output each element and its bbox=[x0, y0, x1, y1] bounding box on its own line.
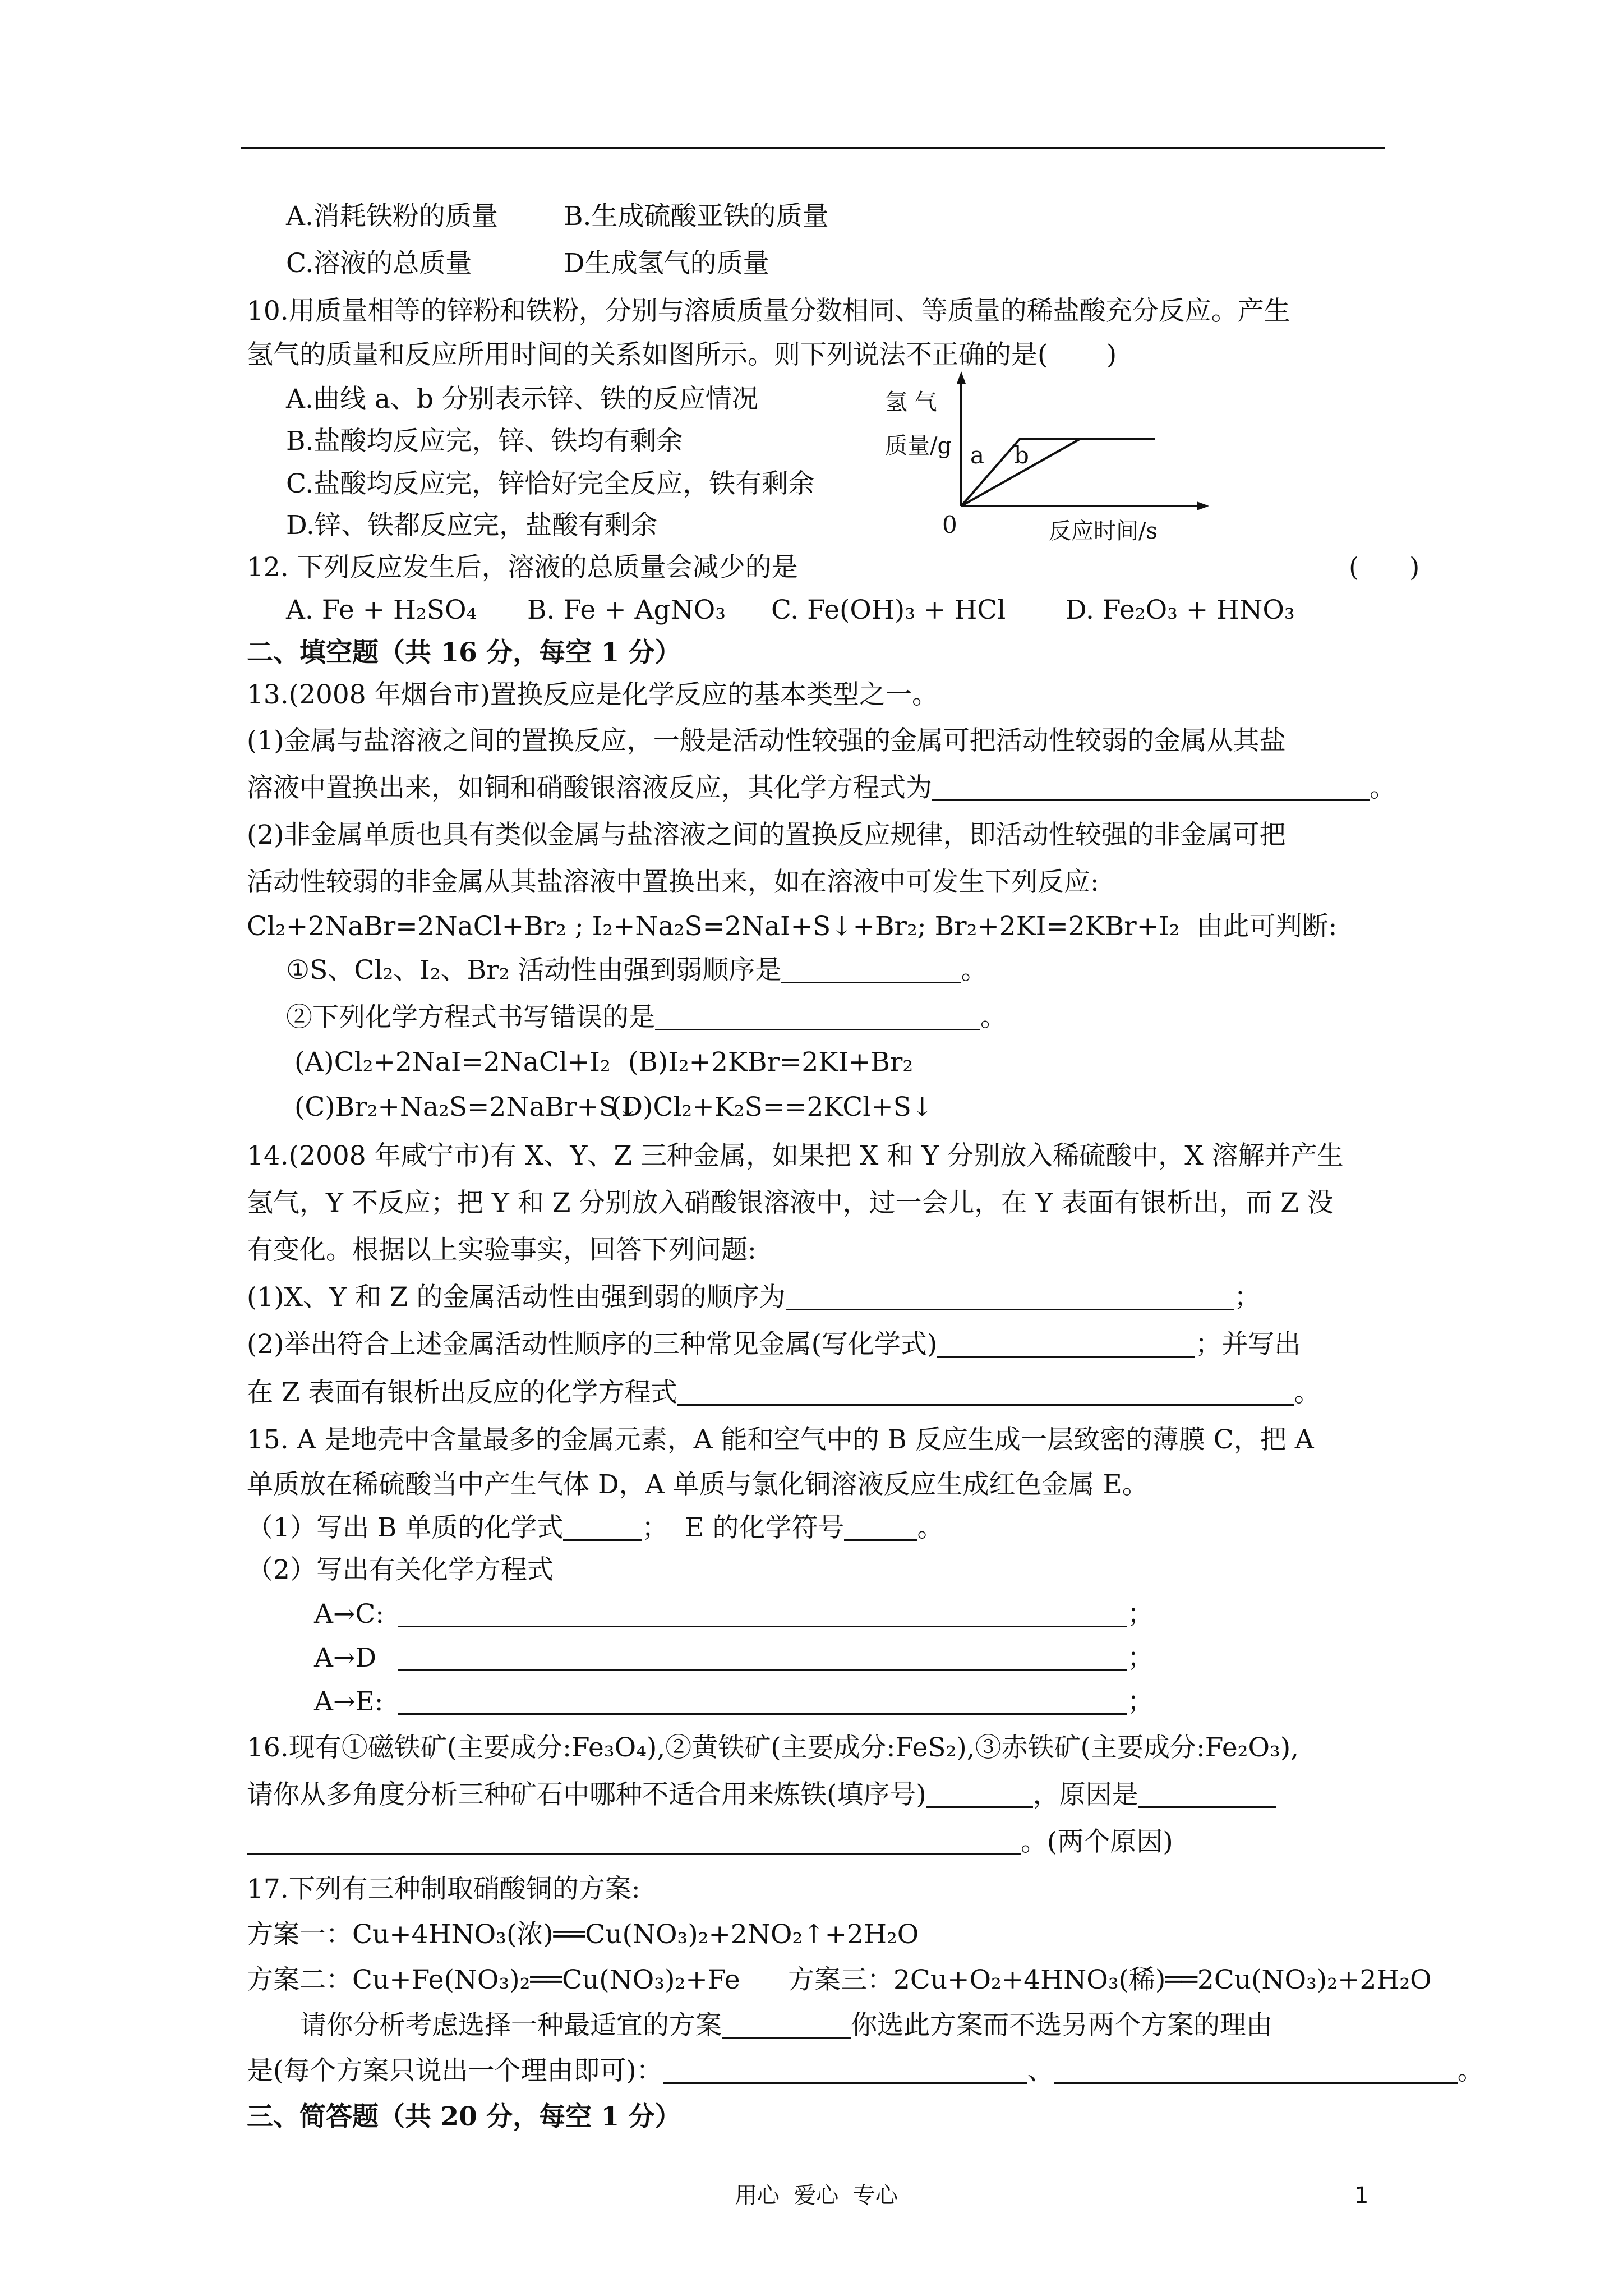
q13-part1-line2: 溶液中置换出来，如铜和硝酸银溶液反应，其化学方程式为 。 bbox=[247, 772, 1396, 803]
q13-blank-order[interactable] bbox=[781, 959, 961, 983]
q13-option-b: (B)I₂+2KBr=2KI+Br₂ bbox=[628, 1047, 914, 1078]
q13-option-c: (C)Br₂+Na₂S=2NaBr+S↓ bbox=[294, 1092, 639, 1122]
q15-line1: 15. A 是地壳中含量最多的金属元素，A 能和空气中的 B 反应生成一层致密的薄膜 C，把 A bbox=[247, 1424, 1314, 1455]
q16-blank-ore[interactable] bbox=[926, 1784, 1033, 1808]
q14-part3: 在 Z 表面有银析出反应的化学方程式 。 bbox=[247, 1377, 1321, 1408]
graph-label-a: a bbox=[970, 441, 985, 469]
graph-x-arrow-icon bbox=[1197, 501, 1209, 510]
graph-curve-a bbox=[961, 439, 1155, 506]
q16-blank-reason-start[interactable] bbox=[1138, 1784, 1276, 1808]
header-rule bbox=[241, 147, 1385, 149]
q16-blank-reason[interactable] bbox=[247, 1831, 1021, 1855]
q12-option-b: B. Fe + AgNO₃ bbox=[527, 595, 726, 625]
q12-answer-paren: ( ) bbox=[1349, 552, 1420, 583]
q17-blank-plan[interactable] bbox=[722, 2014, 851, 2039]
q15-line2: 单质放在稀硫酸当中产生气体 D，A 单质与氯化铜溶液反应生成红色金属 E。 bbox=[247, 1469, 1149, 1500]
q15-blank-ae[interactable] bbox=[398, 1691, 1127, 1715]
page-number: 1 bbox=[1354, 2183, 1369, 2208]
q9-option-c: C.溶液的总质量 bbox=[286, 248, 472, 279]
q13-part2-line2: 活动性较弱的非金属从其盐溶液中置换出来，如在溶液中可发生下列反应: bbox=[247, 867, 1099, 898]
q17-question-line2: 是(每个方案只说出一个理由即可)： 、 。 bbox=[247, 2055, 1484, 2086]
q10-stem-line2: 氢气的质量和反应所用时间的关系如图所示。则下列说法不正确的是( ) bbox=[247, 339, 1117, 370]
q13-equations: Cl₂+2NaBr=2NaCl+Br₂ ; I₂+Na₂S=2NaI+S↓+Br₂; Br₂+2KI=2KBr+I₂ 由此可判断: bbox=[247, 911, 1338, 942]
graph-label-b: b bbox=[1014, 441, 1029, 469]
q13-sub1: ①S、Cl₂、I₂、Br₂ 活动性由强到弱顺序是 。 bbox=[286, 955, 988, 986]
q17-blank-reason-2[interactable] bbox=[1054, 2060, 1458, 2084]
q13-option-a: (A)Cl₂+2NaI=2NaCl+I₂ bbox=[294, 1047, 611, 1078]
q13-option-d: (D)Cl₂+K₂S==2KCl+S↓ bbox=[611, 1092, 934, 1122]
q14-blank-metals[interactable] bbox=[937, 1333, 1195, 1358]
q15-blank-b-formula[interactable] bbox=[563, 1517, 642, 1541]
q9-option-a: A.消耗铁粉的质量 bbox=[286, 201, 498, 232]
q14-blank-order[interactable] bbox=[786, 1286, 1234, 1310]
q17-plan-2: 方案二：Cu+Fe(NO₃)₂══Cu(NO₃)₂+Fe bbox=[247, 1964, 740, 1995]
q15-reaction-ae: A→E: bbox=[314, 1686, 384, 1717]
q17-plan-1: 方案一：Cu+4HNO₃(浓)══Cu(NO₃)₂+2NO₂↑+2H₂O bbox=[247, 1919, 919, 1950]
graph-ylabel-2: 质量/g bbox=[885, 433, 952, 459]
q10-option-b: B.盐酸均反应完，锌、铁均有剩余 bbox=[286, 426, 683, 457]
q9-option-d: D生成氢气的质量 bbox=[564, 248, 769, 279]
q13-sub2: ②下列化学方程式书写错误的是 。 bbox=[286, 1002, 1007, 1033]
q13-blank-wrong[interactable] bbox=[655, 1006, 980, 1030]
q15-blank-ad[interactable] bbox=[398, 1647, 1127, 1671]
q12-stem: 12. 下列反应发生后，溶液的总质量会减少的是 bbox=[247, 552, 798, 583]
q14-part1: (1)X、Y 和 Z 的金属活动性由强到弱的顺序为 ； bbox=[247, 1282, 1261, 1313]
q10-option-a: A.曲线 a、b 分别表示锌、铁的反应情况 bbox=[286, 384, 758, 415]
q13-part1-line1: (1)金属与盐溶液之间的置换反应，一般是活动性较强的金属可把活动性较弱的金属从其盐 bbox=[247, 725, 1286, 756]
q15-semi-ac: ； bbox=[1127, 1599, 1154, 1630]
q12-option-c: C. Fe(OH)₃ + HCl bbox=[771, 595, 1006, 625]
q15-blank-ac[interactable] bbox=[398, 1603, 1127, 1627]
footer-motto: 用心 爱心 专心 bbox=[735, 2183, 898, 2208]
q10-option-c: C.盐酸均反应完，锌恰好完全反应，铁有剩余 bbox=[286, 468, 815, 499]
q15-reaction-ac: A→C: bbox=[314, 1599, 385, 1630]
q16-line3-end: 。(两个原因) bbox=[1021, 1826, 1173, 1857]
graph-y-arrow-icon bbox=[957, 371, 966, 384]
graph-xlabel: 反应时间/s bbox=[1049, 518, 1158, 544]
graph-ylabel-1: 氢 气 bbox=[885, 389, 937, 415]
q17-stem: 17.下列有三种制取硝酸铜的方案: bbox=[247, 1874, 640, 1904]
section-2-heading: 二、填空题（共 16 分，每空 1 分） bbox=[247, 637, 681, 668]
q10-graph bbox=[864, 359, 1223, 550]
q16-line2: 请你从多角度分析三种矿石中哪种不适合用来炼铁(填序号) ，原因是 bbox=[247, 1782, 1276, 1808]
q15-semi-ae: ； bbox=[1127, 1686, 1154, 1717]
q14-blank-equation[interactable] bbox=[677, 1382, 1294, 1406]
q17-question-line1: 请你分析考虑选择一种最适宜的方案 你选此方案而不选另两个方案的理由 bbox=[300, 2010, 1272, 2041]
q13-stem: 13.(2008 年烟台市)置换反应是化学反应的基本类型之一。 bbox=[247, 679, 938, 710]
q15-reaction-ad: A→D bbox=[314, 1642, 377, 1673]
graph-origin: 0 bbox=[942, 511, 957, 539]
q17-plan-3: 方案三：2Cu+O₂+4HNO₃(稀)══2Cu(NO₃)₂+2H₂O bbox=[788, 1964, 1432, 1995]
q15-part1: （1）写出 B 单质的化学式 ； E 的化学符号 。 bbox=[247, 1512, 944, 1543]
q12-option-d: D. Fe₂O₃ + HNO₃ bbox=[1066, 595, 1295, 625]
q9-option-b: B.生成硫酸亚铁的质量 bbox=[564, 201, 829, 232]
q14-part2: (2)举出符合上述金属活动性顺序的三种常见金属(写化学式) ；并写出 bbox=[247, 1329, 1301, 1360]
q12-option-a: A. Fe + H₂SO₄ bbox=[286, 595, 477, 625]
q13-part2-line1: (2)非金属单质也具有类似金属与盐溶液之间的置换反应规律，即活动性较强的非金属可把 bbox=[247, 820, 1286, 850]
q14-line2: 氢气，Y 不反应；把 Y 和 Z 分别放入硝酸银溶液中，过一会儿，在 Y 表面有银析出，而 Z 没 bbox=[247, 1188, 1334, 1218]
q13-blank-equation[interactable] bbox=[932, 777, 1370, 801]
q15-semi-ad: ； bbox=[1127, 1642, 1154, 1673]
q14-line3: 有变化。根据以上实验事实，回答下列问题: bbox=[247, 1235, 757, 1266]
q14-line1: 14.(2008 年咸宁市)有 X、Y、Z 三种金属，如果把 X 和 Y 分别放入稀硫酸中，X 溶解并产生 bbox=[247, 1140, 1344, 1171]
q10-option-d: D.锌、铁都反应完，盐酸有剩余 bbox=[286, 510, 657, 541]
q16-line1: 16.现有①磁铁矿(主要成分:Fe₃O₄),②黄铁矿(主要成分:FeS₂),③赤铁矿(主要成分:Fe₂O₃), bbox=[247, 1732, 1299, 1763]
q15-blank-e-symbol[interactable] bbox=[844, 1517, 917, 1541]
q15-part2: （2）写出有关化学方程式 bbox=[247, 1554, 554, 1585]
q10-stem-line1: 10.用质量相等的锌粉和铁粉，分别与溶质质量分数相同、等质量的稀盐酸充分反应。产生 bbox=[247, 296, 1290, 326]
q17-blank-reason-1[interactable] bbox=[663, 2060, 1027, 2084]
section-3-heading: 三、简答题（共 20 分，每空 1 分） bbox=[247, 2101, 681, 2132]
